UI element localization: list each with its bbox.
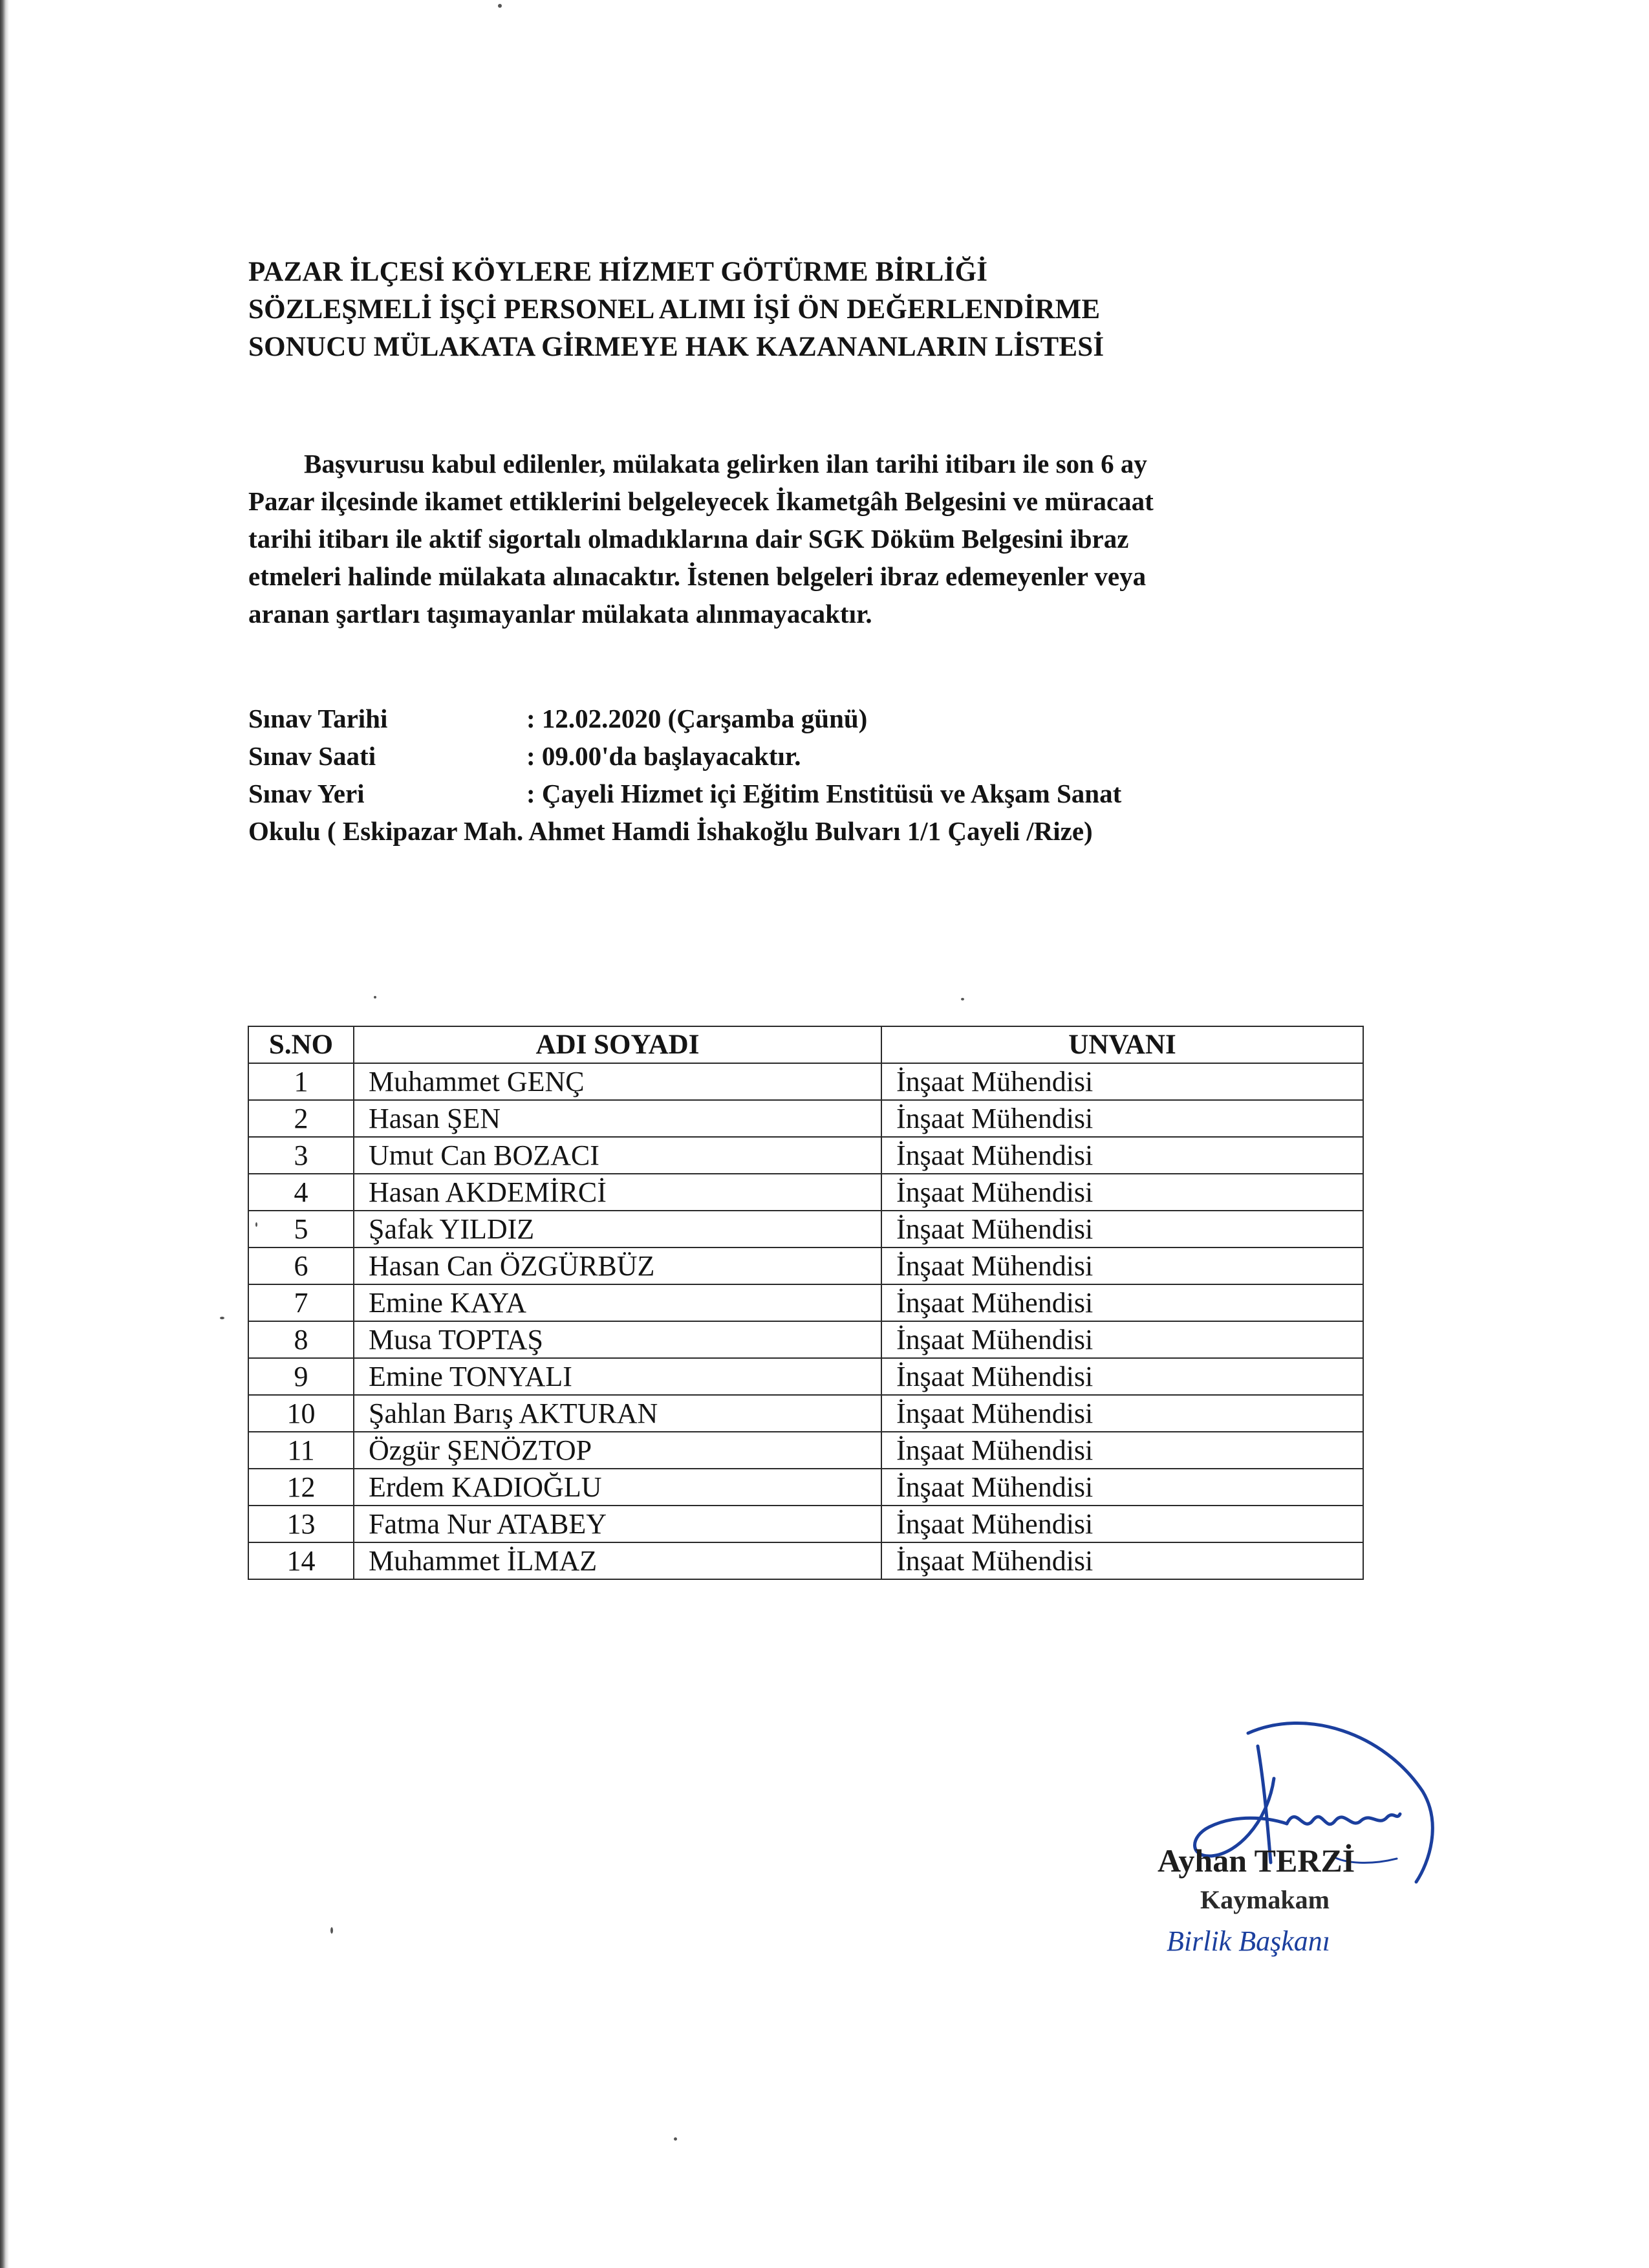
handwritten-note: Birlik Başkanı	[1167, 1925, 1330, 1957]
row-title: İnşaat Mühendisi	[881, 1063, 1363, 1100]
row-name: Şahlan Barış AKTURAN	[354, 1395, 881, 1432]
row-no: 13	[248, 1506, 354, 1542]
exam-date-label: Sınav Tarihi	[248, 704, 388, 733]
row-title: İnşaat Mühendisi	[881, 1321, 1363, 1358]
row-name: Emine TONYALI	[354, 1358, 881, 1395]
row-title: İnşaat Mühendisi	[881, 1137, 1363, 1174]
paragraph-line-2: Pazar ilçesinde ikamet ettiklerini belgeleyecek İkametgâh Belgesini ve müracaat	[248, 486, 1154, 516]
header-no: S.NO	[248, 1026, 354, 1063]
exam-time-label: Sınav Saati	[248, 741, 376, 771]
row-title: İnşaat Mühendisi	[881, 1284, 1363, 1321]
exam-time-row	[248, 737, 1412, 775]
row-title: İnşaat Mühendisi	[881, 1469, 1363, 1506]
scan-speck	[330, 1927, 333, 1934]
table-row	[248, 1137, 1363, 1174]
row-title: İnşaat Mühendisi	[881, 1542, 1363, 1579]
paragraph-line-5: aranan şartları taşımayanlar mülakata alınmayacaktır.	[248, 599, 872, 629]
exam-time-value: : 09.00'da başlayacaktır.	[526, 741, 801, 771]
row-no: 3	[248, 1137, 354, 1174]
scan-speck	[674, 2137, 677, 2141]
table-row	[248, 1395, 1363, 1432]
scan-speck	[498, 4, 502, 8]
row-no: 11	[248, 1432, 354, 1469]
exam-info	[248, 700, 1412, 850]
signatory-role: Kaymakam	[1200, 1885, 1330, 1914]
table-row	[248, 1321, 1363, 1358]
title-line-2: SÖZLEŞMELİ İŞÇİ PERSONEL ALIMI İŞİ ÖN DEĞERLENDİRME	[248, 294, 1101, 325]
table-row	[248, 1358, 1363, 1395]
document-title	[248, 254, 1348, 366]
scan-speck	[961, 998, 964, 1000]
row-name: Muhammet GENÇ	[354, 1063, 881, 1100]
scan-speck	[255, 1222, 257, 1227]
row-name: Erdem KADIOĞLU	[354, 1469, 881, 1506]
row-name: Hasan AKDEMİRCİ	[354, 1174, 881, 1211]
table-row	[248, 1432, 1363, 1469]
table-row	[248, 1211, 1363, 1247]
table-row	[248, 1100, 1363, 1137]
row-name: Umut Can BOZACI	[354, 1137, 881, 1174]
table-row	[248, 1469, 1363, 1506]
row-no: 8	[248, 1321, 354, 1358]
paragraph-line-4: etmeleri halinde mülakata alınacaktır. İstenen belgeleri ibraz edemeyenler veya	[248, 561, 1147, 591]
row-title: İnşaat Mühendisi	[881, 1174, 1363, 1211]
exam-place-label: Sınav Yeri	[248, 779, 365, 808]
row-no: 6	[248, 1247, 354, 1284]
row-title: İnşaat Mühendisi	[881, 1211, 1363, 1247]
scan-speck	[374, 996, 376, 999]
header-name: ADI SOYADI	[354, 1026, 881, 1063]
row-name: Musa TOPTAŞ	[354, 1321, 881, 1358]
header-title: UNVANI	[881, 1026, 1363, 1063]
row-no: 9	[248, 1358, 354, 1395]
exam-date-row	[248, 700, 1412, 737]
signature-block	[1138, 1694, 1449, 1966]
row-no: 1	[248, 1063, 354, 1100]
paragraph-line-1: Başvurusu kabul edilenler, mülakata gelirken ilan tarihi itibarı ile son 6 ay	[304, 449, 1147, 479]
exam-place-value: : Çayeli Hizmet içi Eğitim Enstitüsü ve Akşam Sanat	[526, 779, 1122, 808]
row-name: Muhammet İLMAZ	[354, 1542, 881, 1579]
table-row	[248, 1506, 1363, 1542]
table-row	[248, 1174, 1363, 1211]
table-row	[248, 1284, 1363, 1321]
row-title: İnşaat Mühendisi	[881, 1432, 1363, 1469]
table-header-row	[248, 1026, 1363, 1063]
row-no: 2	[248, 1100, 354, 1137]
exam-place-continuation: Okulu ( Eskipazar Mah. Ahmet Hamdi İshakoğlu Bulvarı 1/1 Çayeli /Rize)	[248, 816, 1093, 846]
row-no: 4	[248, 1174, 354, 1211]
candidate-table	[248, 1026, 1364, 1580]
exam-date-value: : 12.02.2020 (Çarşamba günü)	[526, 704, 868, 733]
row-title: İnşaat Mühendisi	[881, 1247, 1363, 1284]
row-name: Fatma Nur ATABEY	[354, 1506, 881, 1542]
scan-edge	[0, 0, 9, 2268]
row-no: 12	[248, 1469, 354, 1506]
row-name: Şafak YILDIZ	[354, 1211, 881, 1247]
row-no: 5	[248, 1211, 354, 1247]
row-title: İnşaat Mühendisi	[881, 1100, 1363, 1137]
title-line-3: SONUCU MÜLAKATA GİRMEYE HAK KAZANANLARIN LİSTESİ	[248, 332, 1105, 362]
row-name: Hasan ŞEN	[354, 1100, 881, 1137]
table-row	[248, 1063, 1363, 1100]
signatory-name: Ayhan TERZİ	[1158, 1842, 1355, 1879]
row-no: 7	[248, 1284, 354, 1321]
title-line-1: PAZAR İLÇESİ KÖYLERE HİZMET GÖTÜRME BİRLİĞİ	[248, 257, 988, 287]
scan-speck	[220, 1317, 224, 1319]
table-row	[248, 1542, 1363, 1579]
row-no: 14	[248, 1542, 354, 1579]
announcement-paragraph	[248, 445, 1348, 632]
row-title: İnşaat Mühendisi	[881, 1358, 1363, 1395]
paragraph-line-3: tarihi itibarı ile aktif sigortalı olmadıklarına dair SGK Döküm Belgesini ibraz	[248, 524, 1129, 554]
row-name: Emine KAYA	[354, 1284, 881, 1321]
row-name: Hasan Can ÖZGÜRBÜZ	[354, 1247, 881, 1284]
row-no: 10	[248, 1395, 354, 1432]
table-row	[248, 1247, 1363, 1284]
row-title: İnşaat Mühendisi	[881, 1395, 1363, 1432]
row-name: Özgür ŞENÖZTOP	[354, 1432, 881, 1469]
exam-place-row	[248, 775, 1412, 812]
row-title: İnşaat Mühendisi	[881, 1506, 1363, 1542]
